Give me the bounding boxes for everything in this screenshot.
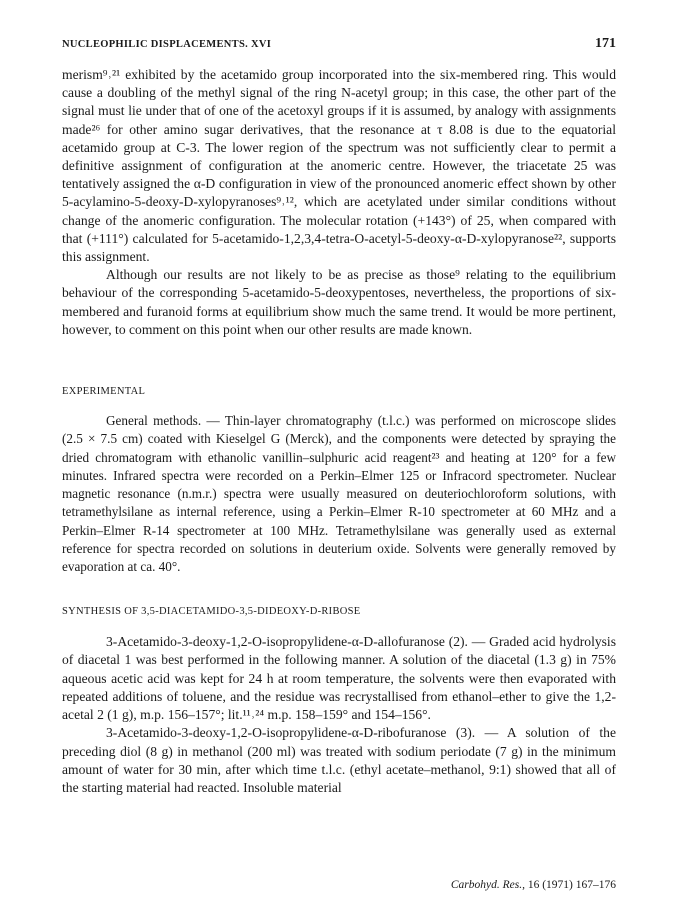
- intro-paragraph: merism⁹˒²¹ exhibited by the acetamido group incorporated into the six-membered ring. This would cause a doubling of the methyl signal of the ring N-acetyl group; in this case, the other part of the signal must lie under that of one of the acetoxyl groups if it is assumed, by analogy with assignments made²⁶ for other amino sugar derivatives, that the resonance at τ 8.08 is due to the equatorial acetamido group at C-3. The lower region of the spectrum was not sufficiently clear to permit a definitive assignment of configuration at the anomeric centre. However, the triacetate 25 was tentatively assigned the α-D configuration in view of the pronounced anomeric effect shown by other 5-acylamino-5-deoxy-D-xylopyranoses⁹˒¹², which are acetylated under similar conditions without change of the anomeric configuration. The molecular rotation (+143°) of 25, when compared with that (+111°) calculated for 5-acetamido-1,2,3,4-tetra-O-acetyl-5-deoxy-α-D-xylopyranose²², supports this assignment.: [62, 67, 616, 265]
- general-methods-paragraph: General methods. — Thin-layer chromatography (t.l.c.) was performed on microscope slides (2.5 × 7.5 cm) coated with Kieselgel G (Merck), and the components were detected by spraying the dried chromatogram with ethanolic vanillin–sulphuric acid reagent²³ and heating at 120° for a few minutes. Infrared spectra were recorded on a Perkin–Elmer 125 or Infracord spectrometer. Nuclear magnetic resonance (n.m.r.) spectra were usually measured on deuteriochloroform solutions, with tetramethylsilane as internal reference, using a Perkin–Elmer R-10 spectrometer at 60 MHz and a Perkin–Elmer R-14 spectrometer at 100 MHz. Tetramethylsilane was generally used as external reference for spectra recorded on solutions in deuterium oxide. Solvents were generally removed by evaporation at ca. 40°.: [62, 413, 616, 575]
- journal-citation: [451, 879, 616, 891]
- section-heading-experimental: EXPERIMENTAL: [62, 386, 146, 397]
- journal-volume: 16 (1971) 167–176: [527, 879, 616, 891]
- running-head: NUCLEOPHILIC DISPLACEMENTS. XVI: [62, 39, 272, 50]
- synthesis-text: [62, 633, 616, 798]
- section-heading-synthesis: SYNTHESIS OF 3,5-DIACETAMIDO-3,5-DIDEOXY-D-RIBOSE: [62, 606, 361, 617]
- synthesis-paragraph: 3-Acetamido-3-deoxy-1,2-O-isopropylidene-α-D-allofuranose (2). — Graded acid hydrolysis of diacetal 1 was best performed in the following manner. A solution of the diacetal (1.3 g) in 75% aqueous acetic acid was kept for 24 h at room temperature, the solvents were then evaporated with repeated additions of toluene, and the residue was recrystallised from ethanol–ether to give the 1,2-acetal 2 (1 g), m.p. 156–157°; lit.¹¹˒²⁴ m.p. 158–159° and 154–156°.: [62, 634, 616, 723]
- journal-name: Carbohyd. Res.,: [450, 879, 525, 891]
- page-number: 171: [595, 36, 616, 51]
- intro-text: [62, 66, 616, 339]
- intro-paragraph: Although our results are not likely to be as precise as those⁹ relating to the equilibrium behaviour of the corresponding 5-acetamido-5-deoxypentoses, nevertheless, the proportions of six-membered and furanoid forms at equilibrium show much the same trend. It would be more pertinent, however, to comment on this point when our other results are made known.: [62, 267, 616, 337]
- experimental-text: [62, 412, 616, 577]
- synthesis-paragraph: 3-Acetamido-3-deoxy-1,2-O-isopropylidene-α-D-ribofuranose (3). — A solution of the preceding diol (8 g) in methanol (200 ml) was treated with sodium periodate (7 g) in the minimum amount of water for 30 min, after which time t.l.c. (ethyl acetate–methanol, 9:1) showed that all of the starting material had reacted. Insoluble material: [62, 725, 616, 796]
